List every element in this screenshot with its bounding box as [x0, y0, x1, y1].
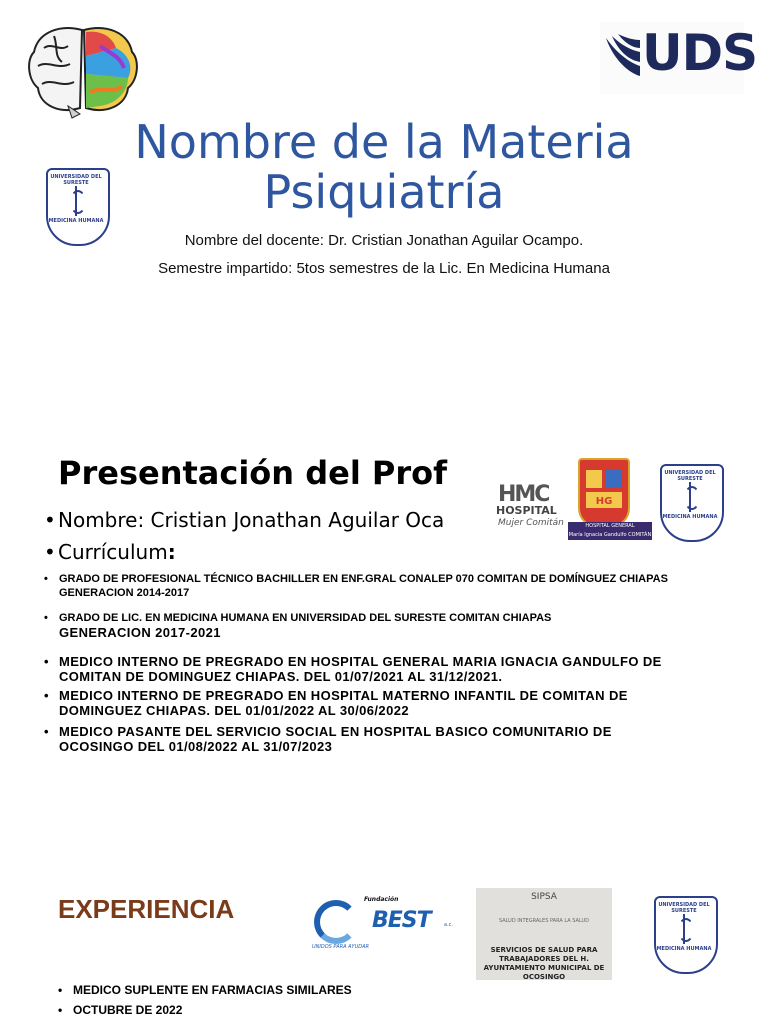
sipsa-logo: SIPSA SALUD INTEGRALES PARA LA SALUD SERVICIOS DE SALUD PARA TRABAJADORES DEL H. AYUNTAMIENTO MUNICIPAL DE OCOSINGO — [476, 888, 612, 980]
list-item: • OCTUBRE DE 2022 — [58, 1000, 458, 1020]
curriculum-list — [44, 611, 684, 625]
hospital-general-crest-icon — [578, 458, 630, 528]
uds-logo-text: UDS — [642, 24, 758, 82]
slide-experiencia — [0, 860, 768, 1024]
curriculum-list — [44, 572, 684, 600]
list-item: • MEDICO INTERNO DE PREGRADO EN HOSPITAL GENERAL MARIA IGNACIA GANDULFO DE COMITAN DE DOMINGUEZ CHIAPAS. DEL 01/07/2021 AL 31/12/2021. — [44, 654, 684, 684]
presentacion-title: Presentación del Prof — [58, 454, 448, 492]
hospital-logos: HMC HOSPITAL Mujer Comitán HG HOSPITAL GENERAL María Ignacia Gandulfo COMITÁN UNIVERSIDAD DEL SURESTE MEDICINA HUMANA — [492, 452, 764, 544]
nombre-bullet: • Nombre: Cristian Jonathan Aguilar Oca — [44, 508, 445, 532]
list-item: • GRADO DE PROFESIONAL TÉCNICO BACHILLER EN ENF.GRAL CONALEP 070 COMITAN DE DOMÍNGUEZ CHIAPAS GENERACION 2014-2017 — [44, 572, 684, 600]
universidad-seal-icon: UNIVERSIDAD DEL SURESTE MEDICINA HUMANA — [44, 166, 110, 246]
svg-text:HG: HG — [595, 496, 613, 507]
experiencia-title: EXPERIENCIA — [58, 894, 235, 924]
docente-text: Nombre del docente: Dr. Cristian Jonathan Aguilar Ocampo. — [184, 232, 584, 249]
experiencia-list — [58, 980, 458, 1020]
list-item: • MEDICO SUPLENTE EN FARMACIAS SIMILARES — [58, 980, 458, 1000]
curriculum-generacion: GENERACION 2017-2021 — [59, 625, 221, 640]
subject-name: Psiquiatría — [263, 165, 505, 219]
slide-presentacion — [0, 440, 768, 800]
best-swirl-icon — [314, 900, 358, 944]
brain-icon — [24, 22, 142, 122]
uds-wing-icon — [602, 32, 642, 82]
list-item: • GRADO DE LIC. EN MEDICINA HUMANA EN UNIVERSIDAD DEL SURESTE COMITAN CHIAPAS — [44, 611, 684, 625]
hmc-hospital-logo: HMC HOSPITAL Mujer Comitán — [496, 482, 564, 528]
universidad-seal-icon: UNIVERSIDAD DEL SURESTE MEDICINA HUMANA — [658, 462, 724, 542]
list-item: • MEDICO INTERNO DE PREGRADO EN HOSPITAL MATERNO INFANTIL DE COMITAN DE DOMINGUEZ CHIAPAS. DEL 01/01/2022 AL 30/06/2022 — [44, 688, 684, 718]
semestre-text: Semestre impartido: 5tos semestres de la Lic. En Medicina Humana — [158, 260, 610, 277]
fundacion-best-logo: Fundación BEST a.c. UNIDOS PARA AYUDAR — [312, 896, 453, 950]
list-item: • MEDICO PASANTE DEL SERVICIO SOCIAL EN HOSPITAL BASICO COMUNITARIO DE OCOSINGO DEL 01/08/2022 AL 31/07/2023 — [44, 724, 684, 754]
subject-title: Nombre de la Materia — [134, 115, 634, 169]
experience-list — [44, 654, 684, 754]
curriculum-bullet: • Currículum: — [44, 540, 176, 564]
uds-logo — [600, 22, 758, 94]
universidad-seal-icon: UNIVERSIDAD DEL SURESTE MEDICINA HUMANA — [652, 894, 718, 974]
slide-title — [0, 0, 768, 300]
